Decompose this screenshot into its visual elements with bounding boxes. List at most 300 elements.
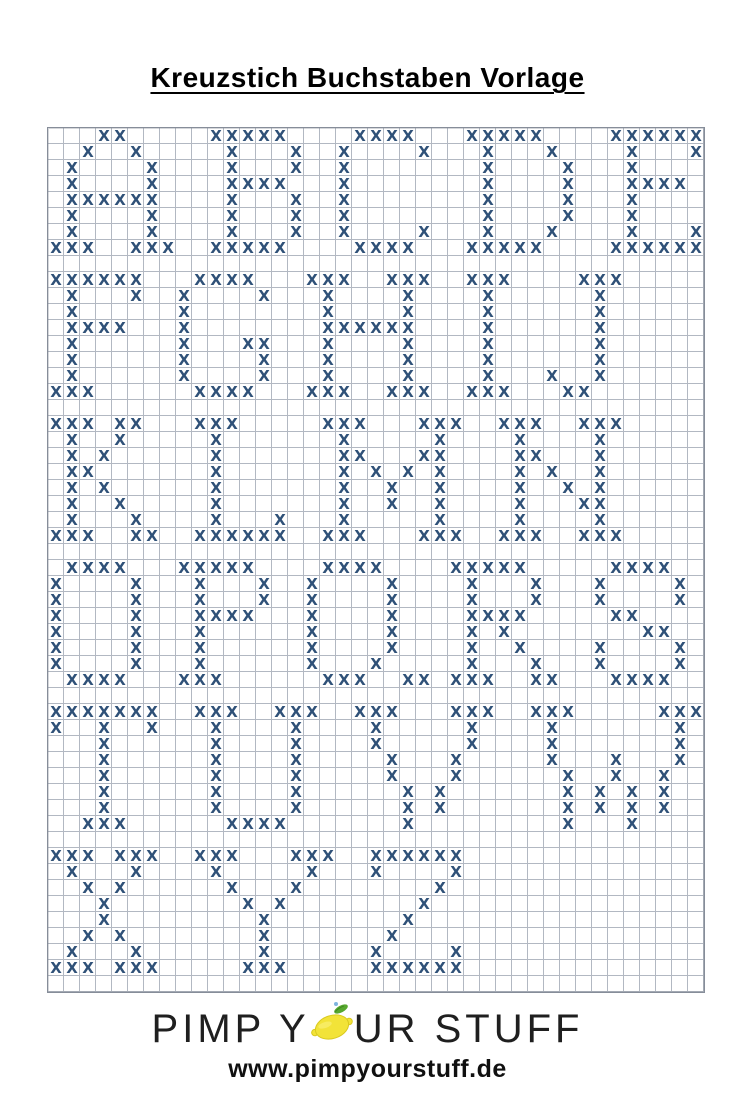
stitch-x: X	[66, 959, 78, 977]
stitch-x: X	[546, 703, 558, 721]
stitch-x: X	[258, 943, 270, 961]
stitch-x: X	[338, 143, 350, 161]
stitch-x: X	[226, 527, 238, 545]
stitch-x: X	[690, 239, 702, 257]
stitch-x: X	[322, 271, 334, 289]
stitch-x: X	[482, 223, 494, 241]
stitch-x: X	[578, 415, 590, 433]
stitch-x: X	[626, 783, 638, 801]
stitch-x: X	[130, 959, 142, 977]
stitch-x: X	[322, 335, 334, 353]
website-url: www.pimpyourstuff.de	[228, 1055, 507, 1083]
stitch-x: X	[658, 671, 670, 689]
stitch-x: X	[226, 143, 238, 161]
stitch-x: X	[210, 783, 222, 801]
stitch-x: X	[386, 479, 398, 497]
stitch-x: X	[290, 799, 302, 817]
stitch-x: X	[50, 575, 62, 593]
stitch-x: X	[354, 319, 366, 337]
stitch-x: X	[50, 719, 62, 737]
stitch-x: X	[210, 799, 222, 817]
stitch-x: X	[322, 847, 334, 865]
page-title: Kreuzstich Buchstaben Vorlage	[150, 62, 585, 93]
stitch-x: X	[690, 223, 702, 241]
stitch-x: X	[370, 863, 382, 881]
stitch-x: X	[610, 671, 622, 689]
stitch-x: X	[258, 367, 270, 385]
stitch-x: X	[306, 863, 318, 881]
stitch-x: X	[674, 175, 686, 193]
stitch-x: X	[210, 559, 222, 577]
stitch-x: X	[242, 895, 254, 913]
stitch-x: X	[370, 655, 382, 673]
stitch-x: X	[194, 383, 206, 401]
stitch-x: X	[418, 895, 430, 913]
stitch-x: X	[306, 703, 318, 721]
stitch-x: X	[98, 559, 110, 577]
stitch-x: X	[82, 671, 94, 689]
stitch-x: X	[674, 751, 686, 769]
stitch-x: X	[642, 175, 654, 193]
stitch-x: X	[66, 511, 78, 529]
stitch-x: X	[178, 559, 190, 577]
stitch-x: X	[210, 767, 222, 785]
stitch-x: X	[226, 847, 238, 865]
stitch-x: X	[498, 559, 510, 577]
stitch-x: X	[562, 207, 574, 225]
stitch-x: X	[386, 127, 398, 145]
stitch-x: X	[482, 127, 494, 145]
stitch-x: X	[402, 335, 414, 353]
stitch-x: X	[274, 703, 286, 721]
stitch-x: X	[418, 143, 430, 161]
stitch-x: X	[450, 559, 462, 577]
stitch-x: X	[178, 671, 190, 689]
stitch-x: X	[690, 143, 702, 161]
stitch-x: X	[594, 463, 606, 481]
stitch-x: X	[626, 191, 638, 209]
stitch-x: X	[562, 159, 574, 177]
stitch-x: X	[114, 127, 126, 145]
stitch-x: X	[642, 239, 654, 257]
stitch-x: X	[578, 383, 590, 401]
stitch-x: X	[674, 639, 686, 657]
stitch-x: X	[498, 271, 510, 289]
stitch-x: X	[258, 575, 270, 593]
stitch-x: X	[338, 671, 350, 689]
stitch-x: X	[322, 559, 334, 577]
stitch-x: X	[370, 463, 382, 481]
stitch-x: X	[434, 783, 446, 801]
stitch-x: X	[626, 175, 638, 193]
stitch-x: X	[386, 703, 398, 721]
stitch-x: X	[370, 127, 382, 145]
stitch-x: X	[306, 639, 318, 657]
stitch-x: X	[594, 655, 606, 673]
stitch-x: X	[482, 143, 494, 161]
stitch-x: X	[82, 959, 94, 977]
stitch-x: X	[146, 207, 158, 225]
stitch-x: X	[242, 527, 254, 545]
lemon-icon	[308, 1000, 356, 1051]
stitch-x: X	[258, 239, 270, 257]
stitch-x: X	[130, 239, 142, 257]
stitch-x: X	[370, 559, 382, 577]
stitch-x: X	[338, 479, 350, 497]
stitch-x: X	[338, 559, 350, 577]
stitch-x: X	[258, 815, 270, 833]
stitch-x: X	[242, 607, 254, 625]
stitch-x: X	[82, 879, 94, 897]
stitch-x: X	[418, 271, 430, 289]
stitch-x: X	[386, 751, 398, 769]
stitch-x: X	[98, 767, 110, 785]
stitch-x: X	[594, 335, 606, 353]
stitch-x: X	[290, 143, 302, 161]
stitch-x: X	[146, 703, 158, 721]
stitch-x: X	[354, 671, 366, 689]
stitch-x: X	[210, 463, 222, 481]
stitch-x: X	[514, 639, 526, 657]
stitch-x: X	[466, 719, 478, 737]
stitch-x: X	[66, 175, 78, 193]
stitch-x: X	[146, 719, 158, 737]
stitch-x: X	[610, 271, 622, 289]
stitch-x: X	[354, 415, 366, 433]
stitch-x: X	[498, 415, 510, 433]
stitch-x: X	[178, 367, 190, 385]
stitch-x: X	[482, 287, 494, 305]
stitch-x: X	[338, 271, 350, 289]
stitch-x: X	[562, 383, 574, 401]
stitch-x: X	[322, 319, 334, 337]
stitch-x: X	[354, 559, 366, 577]
stitch-x: X	[130, 511, 142, 529]
stitch-x: X	[482, 303, 494, 321]
stitch-x: X	[562, 783, 574, 801]
stitch-x: X	[386, 639, 398, 657]
stitch-x: X	[98, 703, 110, 721]
stitch-x: X	[370, 319, 382, 337]
stitch-x: X	[514, 495, 526, 513]
stitch-x: X	[530, 127, 542, 145]
stitch-x: X	[146, 239, 158, 257]
stitch-x: X	[274, 815, 286, 833]
stitch-x: X	[114, 703, 126, 721]
stitch-x: X	[66, 271, 78, 289]
stitch-x: X	[482, 191, 494, 209]
stitch-x: X	[466, 559, 478, 577]
stitch-x: X	[594, 527, 606, 545]
stitch-x: X	[658, 239, 670, 257]
stitch-x: X	[482, 159, 494, 177]
stitch-x: X	[66, 527, 78, 545]
stitch-x: X	[242, 175, 254, 193]
stitch-x: X	[130, 415, 142, 433]
stitch-x: X	[370, 239, 382, 257]
stitch-x: X	[658, 783, 670, 801]
stitch-x: X	[546, 751, 558, 769]
brand-text-prefix: PIMP Y	[151, 1006, 310, 1051]
stitch-x: X	[434, 799, 446, 817]
stitch-x: X	[354, 527, 366, 545]
stitch-x: X	[418, 671, 430, 689]
stitch-x: X	[258, 591, 270, 609]
stitch-x: X	[242, 335, 254, 353]
stitch-x: X	[210, 127, 222, 145]
stitch-x: X	[466, 575, 478, 593]
stitch-x: X	[290, 207, 302, 225]
stitch-x: X	[82, 239, 94, 257]
stitch-x: X	[418, 527, 430, 545]
stitch-x: X	[226, 703, 238, 721]
stitch-x: X	[450, 767, 462, 785]
stitch-x: X	[626, 127, 638, 145]
stitch-x: X	[258, 287, 270, 305]
stitch-x: X	[466, 239, 478, 257]
stitch-x: X	[226, 223, 238, 241]
stitch-x: X	[626, 223, 638, 241]
stitch-x: X	[562, 815, 574, 833]
stitch-x: X	[210, 719, 222, 737]
stitch-x: X	[98, 447, 110, 465]
stitch-x: X	[66, 207, 78, 225]
stitch-x: X	[514, 559, 526, 577]
stitch-x: X	[674, 655, 686, 673]
stitch-x: X	[210, 703, 222, 721]
stitch-x: X	[66, 335, 78, 353]
stitch-x: X	[290, 879, 302, 897]
stitch-x: X	[626, 159, 638, 177]
stitch-x: X	[242, 559, 254, 577]
stitch-x: X	[322, 527, 334, 545]
stitch-x: X	[562, 799, 574, 817]
stitch-x: X	[594, 511, 606, 529]
stitch-x: X	[514, 415, 526, 433]
stitch-x: X	[610, 607, 622, 625]
stitch-x: X	[82, 415, 94, 433]
stitch-x: X	[50, 415, 62, 433]
stitch-x: X	[98, 735, 110, 753]
stitch-x: X	[338, 383, 350, 401]
stitch-x: X	[658, 767, 670, 785]
stitch-x: X	[338, 447, 350, 465]
stitch-x: X	[402, 127, 414, 145]
stitch-x: X	[402, 815, 414, 833]
stitch-x: X	[434, 879, 446, 897]
stitch-x: X	[402, 799, 414, 817]
stitch-x: X	[386, 767, 398, 785]
stitch-x: X	[354, 703, 366, 721]
stitch-x: X	[386, 847, 398, 865]
stitch-x: X	[274, 127, 286, 145]
stitch-x: X	[66, 351, 78, 369]
stitch-x: X	[146, 159, 158, 177]
stitch-x: X	[82, 815, 94, 833]
stitch-x: X	[610, 415, 622, 433]
stitch-x: X	[402, 911, 414, 929]
stitch-x: X	[98, 799, 110, 817]
stitch-x: X	[450, 415, 462, 433]
stitch-x: X	[98, 911, 110, 929]
stitch-x: X	[626, 239, 638, 257]
stitch-x: X	[546, 719, 558, 737]
stitch-x: X	[290, 847, 302, 865]
stitch-x: X	[258, 335, 270, 353]
stitch-x: X	[226, 607, 238, 625]
stitch-x: X	[66, 303, 78, 321]
stitch-x: X	[114, 927, 126, 945]
footer-logo	[0, 1006, 735, 1084]
stitch-x: X	[290, 767, 302, 785]
stitch-x: X	[498, 623, 510, 641]
stitch-x: X	[514, 511, 526, 529]
stitch-x: X	[482, 271, 494, 289]
stitch-x: X	[402, 847, 414, 865]
stitch-x: X	[50, 607, 62, 625]
stitch-x: X	[226, 207, 238, 225]
stitch-x: X	[194, 607, 206, 625]
stitch-x: X	[482, 671, 494, 689]
stitch-x: X	[674, 735, 686, 753]
stitch-x: X	[594, 431, 606, 449]
stitch-x: X	[546, 223, 558, 241]
stitch-x: X	[450, 703, 462, 721]
stitch-x: X	[226, 879, 238, 897]
stitch-x: X	[626, 143, 638, 161]
stitch-x: X	[498, 527, 510, 545]
stitch-x: X	[466, 671, 478, 689]
stitch-x: X	[434, 447, 446, 465]
stitch-x: X	[66, 559, 78, 577]
stitch-x: X	[178, 287, 190, 305]
stitch-x: X	[242, 271, 254, 289]
stitch-x: X	[210, 447, 222, 465]
stitch-x: X	[66, 671, 78, 689]
stitch-x: X	[354, 127, 366, 145]
stitch-x: X	[50, 847, 62, 865]
stitch-x: X	[306, 607, 318, 625]
stitch-x: X	[130, 703, 142, 721]
stitch-x: X	[450, 863, 462, 881]
stitch-x: X	[66, 447, 78, 465]
stitch-x: X	[338, 463, 350, 481]
stitch-x: X	[130, 191, 142, 209]
stitch-x: X	[450, 847, 462, 865]
brand-wordmark	[152, 1006, 584, 1051]
stitch-x: X	[594, 575, 606, 593]
stitch-x: X	[130, 607, 142, 625]
stitch-x: X	[66, 703, 78, 721]
stitch-x: X	[50, 623, 62, 641]
stitch-x: X	[402, 239, 414, 257]
stitch-x: X	[466, 607, 478, 625]
stitch-x: X	[370, 703, 382, 721]
stitch-x: X	[354, 447, 366, 465]
stitch-x: X	[338, 191, 350, 209]
stitch-x: X	[450, 751, 462, 769]
stitch-x: X	[386, 239, 398, 257]
stitch-x: X	[290, 719, 302, 737]
stitch-x: X	[498, 383, 510, 401]
stitch-x: X	[594, 319, 606, 337]
stitch-x: X	[258, 927, 270, 945]
stitch-x: X	[66, 431, 78, 449]
stitch-x: X	[82, 271, 94, 289]
stitch-x: X	[114, 319, 126, 337]
stitch-x: X	[466, 703, 478, 721]
stitch-x: X	[642, 671, 654, 689]
stitch-x: X	[658, 799, 670, 817]
stitch-x: X	[306, 591, 318, 609]
stitch-x: X	[418, 959, 430, 977]
stitch-x: X	[50, 703, 62, 721]
stitch-x: X	[274, 511, 286, 529]
stitch-x: X	[338, 319, 350, 337]
stitch-x: X	[98, 671, 110, 689]
stitch-x: X	[482, 175, 494, 193]
stitch-x: X	[50, 639, 62, 657]
stitch-x: X	[594, 447, 606, 465]
stitch-x: X	[530, 591, 542, 609]
stitch-x: X	[306, 383, 318, 401]
stitch-x: X	[338, 415, 350, 433]
stitch-x: X	[82, 463, 94, 481]
stitch-x: X	[226, 815, 238, 833]
stitch-x: X	[210, 271, 222, 289]
stitch-x: X	[146, 527, 158, 545]
stitch-x: X	[402, 303, 414, 321]
stitch-x: X	[578, 527, 590, 545]
stitch-x: X	[66, 319, 78, 337]
stitch-x: X	[130, 639, 142, 657]
stitch-x: X	[482, 367, 494, 385]
stitch-x: X	[514, 607, 526, 625]
stitch-x: X	[50, 527, 62, 545]
stitch-x: X	[546, 735, 558, 753]
stitch-x: X	[274, 527, 286, 545]
stitch-x: X	[194, 527, 206, 545]
stitch-x: X	[210, 495, 222, 513]
stitch-x: X	[418, 847, 430, 865]
stitch-x: X	[674, 591, 686, 609]
stitch-x: X	[66, 223, 78, 241]
stitch-x: X	[434, 959, 446, 977]
stitch-x: X	[194, 671, 206, 689]
stitch-x: X	[130, 591, 142, 609]
stitch-x: X	[642, 127, 654, 145]
stitch-x: X	[242, 383, 254, 401]
stitch-x: X	[450, 671, 462, 689]
stitch-x: X	[674, 575, 686, 593]
stitch-x: X	[66, 287, 78, 305]
stitch-x: X	[226, 127, 238, 145]
stitch-x: X	[594, 639, 606, 657]
stitch-x: X	[290, 751, 302, 769]
stitch-x: X	[514, 127, 526, 145]
stitch-x: X	[658, 623, 670, 641]
stitch-x: X	[322, 351, 334, 369]
stitch-x: X	[194, 847, 206, 865]
stitch-x: X	[402, 271, 414, 289]
stitch-x: X	[210, 383, 222, 401]
stitch-x: X	[546, 143, 558, 161]
stitch-x: X	[50, 239, 62, 257]
stitch-x: X	[466, 591, 478, 609]
stitch-x: X	[482, 207, 494, 225]
stitch-x: X	[114, 559, 126, 577]
stitch-x: X	[402, 783, 414, 801]
